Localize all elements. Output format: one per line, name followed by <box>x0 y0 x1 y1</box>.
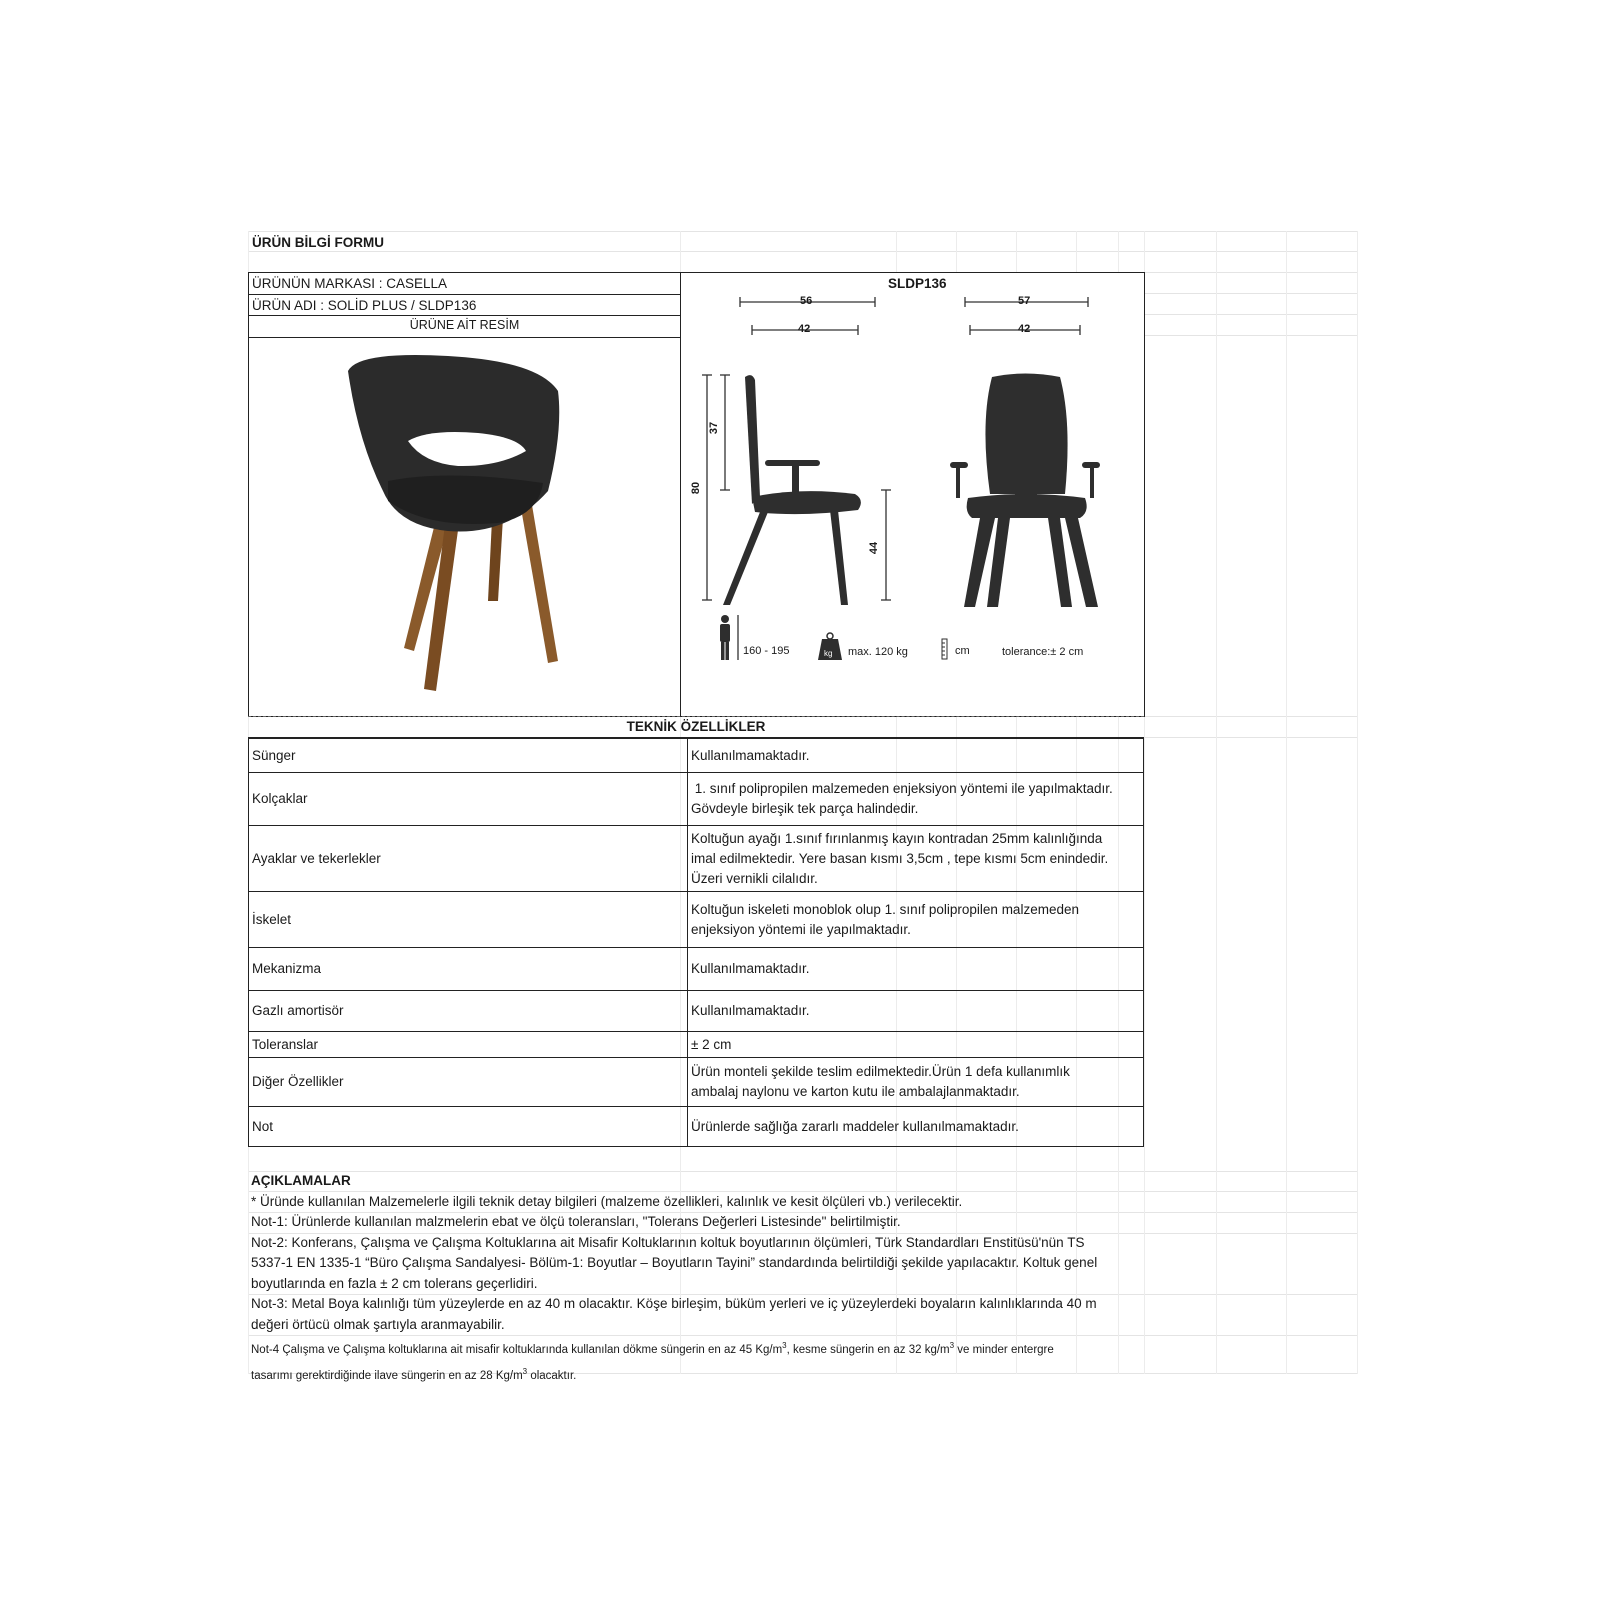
user-height-range: 160 - 195 <box>743 645 790 657</box>
spec-label: Toleranslar <box>249 1032 688 1058</box>
spec-value <box>688 948 1144 991</box>
spec-value-line: Kullanılmamaktadır. <box>691 1003 810 1018</box>
product-name-cell <box>248 294 681 316</box>
person-icon <box>720 615 730 660</box>
gridline <box>1357 231 1358 1374</box>
spreadsheet-page <box>248 231 1358 1382</box>
spec-value-line: enjeksiyon yöntemi ile yapılmaktadır. <box>691 921 911 937</box>
spec-title: TEKNİK ÖZELLİKLER <box>248 716 1144 738</box>
spec-row <box>249 739 1144 773</box>
spec-label: Ayaklar ve tekerlekler <box>249 826 688 892</box>
dim-total-height: 80 <box>690 481 703 495</box>
weight-icon-label: kg <box>824 649 833 658</box>
note-4 <box>251 1335 1151 1387</box>
technical-diagram <box>680 272 1145 717</box>
note-4-part: Not-4 Çalışma ve Çalışma koltuklarına ait misafir koltuklarında kullanılan dökme süngerin en az 45 Kg/m <box>251 1343 783 1356</box>
spec-row <box>249 826 1144 892</box>
spec-label: Diğer Özellikler <box>249 1058 688 1107</box>
spec-label: Not <box>249 1107 688 1147</box>
spec-value-line: Ürünlerde sağlığa zararlı maddeler kullanılmamaktadır. <box>691 1118 1019 1134</box>
spec-value-line: Ürün monteli şekilde teslim edilmektedir.Ürün 1 defa kullanımlık <box>691 1064 1070 1079</box>
note-line: Not-1: Ürünlerde kullanılan malzmelerin ebat ve ölçü toleransları, "Tolerans Değerleri Listesinde" belirtilmiştir. <box>251 1214 901 1229</box>
note-line: Not-3: Metal Boya kalınlığı tüm yüzeylerde en az 40 m olacaktır. Köşe birleşim, büküm yerleri ve iç yüzeylerdeki boyaların kalınlıklarında 40 m <box>251 1296 1097 1311</box>
note-line: boyutlarında en fazla ± 2 cm tolerans geçerlidiri. <box>251 1275 538 1291</box>
spec-label: Gazlı amortisör <box>249 991 688 1032</box>
product-name-text: ÜRÜN ADI : SOLİD PLUS / SLDP136 <box>252 298 477 313</box>
spec-value-line: ± 2 cm <box>691 1036 732 1052</box>
brand-cell <box>248 272 681 295</box>
ruler-icon <box>942 639 947 659</box>
superscript: 3 <box>522 1366 528 1376</box>
image-header: ÜRÜNE AİT RESİM <box>409 318 520 332</box>
spec-row <box>249 991 1144 1032</box>
spec-label: İskelet <box>249 892 688 948</box>
superscript: 3 <box>949 1341 955 1350</box>
spec-value-line: imal edilmektedir. Yere basan kısmı 3,5cm , tepe kısmı 5cm enindedir. <box>691 850 1109 866</box>
note-line: * Üründe kullanılan Malzemelerle ilgili teknik detay bilgileri (malzeme özellikleri, kalınlık ve kesit ölçüleri vb.) verilecektir. <box>251 1193 963 1209</box>
note-4-part: tasarımı gerektirdiğinde ilave süngerin en az 28 Kg/m <box>251 1369 523 1382</box>
dim-seat-height: 44 <box>868 541 881 555</box>
front-view-chair <box>950 374 1100 608</box>
note-line: 5337-1 EN 1335-1 “Büro Çalışma Sandalyesi- Bölüm-1: Boyutlar – Boyutların Tayini” standardında belirtildiği şekilde yapılacaktır. Koltuk genel <box>251 1255 1098 1270</box>
chair-shell <box>348 355 559 532</box>
spec-value-line: 1. sınıf polipropilen malzemeden enjeksiyon yöntemi ile yapılmaktadır. <box>691 781 1113 796</box>
diagram-code: SLDP136 <box>888 276 947 291</box>
spec-value <box>688 826 1144 892</box>
dim-front-seat: 42 <box>1018 323 1031 335</box>
max-weight: max. 120 kg <box>848 646 908 658</box>
spec-value <box>688 1058 1144 1107</box>
spec-row <box>249 1107 1144 1147</box>
unit-label: cm <box>955 645 970 657</box>
spec-label: Kolçaklar <box>249 773 688 826</box>
spec-label: Sünger <box>249 739 688 773</box>
spec-value-line: Koltuğun iskeleti monoblok olup 1. sınıf polipropilen malzemeden <box>691 901 1079 917</box>
form-title: ÜRÜN BİLGİ FORMU <box>252 235 384 250</box>
spec-value <box>688 773 1144 826</box>
brand-text: ÜRÜNÜN MARKASI : CASELLA <box>252 276 448 291</box>
gridline <box>1286 231 1287 1374</box>
spec-row <box>249 773 1144 826</box>
spec-row <box>249 892 1144 948</box>
note-4-part: olacaktır. <box>527 1369 577 1382</box>
spec-row <box>249 948 1144 991</box>
spec-table <box>248 738 1144 1147</box>
dim-side-seat: 42 <box>798 323 811 335</box>
spec-value <box>688 991 1144 1032</box>
dim-back-height: 37 <box>708 421 721 435</box>
notes-title: AÇIKLAMALAR <box>251 1173 351 1188</box>
note-4-part: , kesme süngerin en az 32 kg/m <box>786 1343 950 1356</box>
side-view-chair <box>723 375 861 605</box>
spec-value-line: Kullanılmamaktadır. <box>691 961 810 976</box>
spec-value <box>688 1107 1144 1147</box>
note-4-part: ve minder entergre <box>954 1343 1054 1356</box>
note-line: Not-2: Konferans, Çalışma ve Çalışma Koltuklarına ait Misafir Koltuklarının koltuk boyutlarının ölçümleri, Türk Standardları Enstitüsü'nün TS <box>251 1234 1085 1250</box>
spec-value-line: ambalaj naylonu ve karton kutu ile ambalajlanmaktadır. <box>691 1084 1020 1099</box>
spec-value-line: Koltuğun ayağı 1.sınıf fırınlanmış kayın kontradan 25mm kalınlığında <box>691 830 1103 846</box>
spec-row <box>249 1058 1144 1107</box>
divider <box>249 337 680 338</box>
chair-photo <box>328 351 588 691</box>
tolerance-label: tolerance:± 2 cm <box>1002 646 1084 658</box>
spec-value <box>688 739 1144 773</box>
superscript: 3 <box>782 1341 787 1350</box>
notes-section <box>251 1171 1151 1387</box>
spec-table-wrapper <box>248 716 1144 1147</box>
gridline <box>248 231 1358 232</box>
dim-side-width: 56 <box>800 295 813 307</box>
spec-value-line: Üzeri vernikli cilalıdır. <box>691 870 818 886</box>
spec-value <box>688 892 1144 948</box>
spec-value-line: Gövdeyle birleşik tek parça halindedir. <box>691 801 919 816</box>
notes-list <box>251 1192 1151 1336</box>
spec-value-line: Kullanılmamaktadır. <box>691 747 810 763</box>
dim-front-width: 57 <box>1018 295 1031 307</box>
gridline <box>248 251 1358 252</box>
gridline <box>1216 231 1217 1374</box>
spec-row <box>249 1032 1144 1058</box>
spec-value <box>688 1032 1144 1058</box>
note-line: değeri örtücü olmak şartıyla aranmayabilir. <box>251 1316 505 1332</box>
spec-label: Mekanizma <box>249 948 688 991</box>
